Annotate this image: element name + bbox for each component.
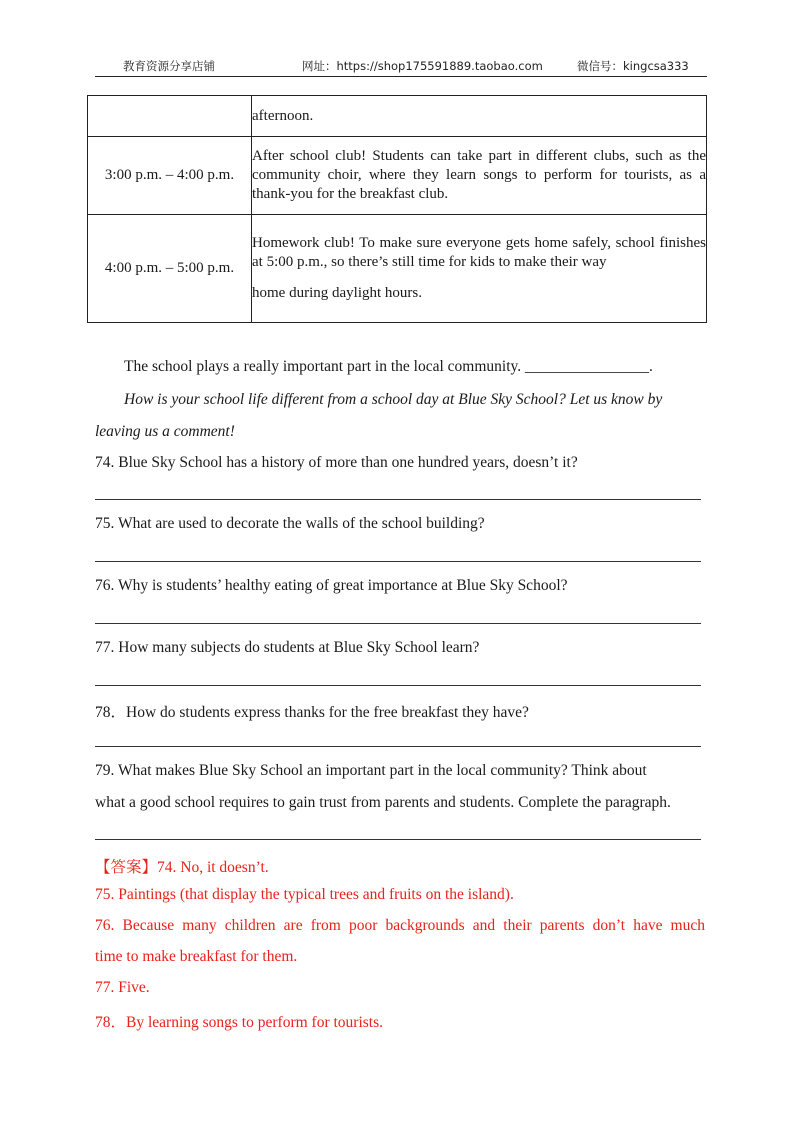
answer-line-78: [95, 746, 701, 747]
answer-line-77: [95, 685, 701, 686]
answer-77: 77. Five.: [95, 979, 150, 996]
description-text: afternoon.: [252, 107, 314, 124]
answer-78: 78．By learning songs to perform for tourists.: [95, 1014, 384, 1031]
description-text: Homework club! To make sure everyone gets home safely, school finishes at 5:00 p.m., so there’s still time for kids to make their way: [252, 235, 706, 270]
answer-75: 75. Paintings (that display the typical trees and fruits on the island).: [95, 886, 514, 903]
table-row: [88, 137, 707, 215]
answer-74: 【答案】74. No, it doesn’t.: [95, 859, 269, 876]
question-76: 76. Why is students’ healthy eating of great importance at Blue Sky School?: [95, 577, 568, 594]
schedule-table: [87, 95, 707, 323]
passage-closing: The school plays a really important part in the local community. ________________.: [124, 358, 653, 375]
table-row: [88, 96, 707, 137]
description-cell: [252, 215, 707, 323]
question-79-line1: 79. What makes Blue Sky School an important part in the local community? Think about: [95, 762, 647, 779]
answer-line-75: [95, 561, 701, 562]
answer-76-line1: 76. Because many children are from poor backgrounds and their parents don’t have much: [95, 917, 705, 934]
question-74: 74. Blue Sky School has a history of more than one hundred years, doesn’t it?: [95, 454, 578, 471]
description-text: After school club! Students can take part in different clubs, such as the community choir, where they learn songs to perform for tourists, as a thank-you for the breakfast club.: [252, 148, 706, 202]
question-78: 78．How do students express thanks for the free breakfast they have?: [95, 704, 529, 721]
description-cell: [252, 137, 707, 215]
passage-prompt-line1: How is your school life different from a school day at Blue Sky School? Let us know by: [124, 391, 663, 408]
table-row: [88, 215, 707, 323]
header-shop-name: 教育资源分享店铺: [123, 59, 215, 73]
header-url: 网址：https://shop175591889.taobao.com: [302, 59, 543, 73]
answer-line-74: [95, 499, 701, 500]
description-cell: [252, 96, 707, 137]
question-79-line2: what a good school requires to gain trust from parents and students. Complete the paragraph.: [95, 794, 671, 811]
passage-prompt-line2: leaving us a comment!: [95, 423, 235, 440]
header-wechat: 微信号：kingcsa333: [577, 59, 689, 73]
answer-line-76: [95, 623, 701, 624]
page-header: [95, 56, 707, 77]
time-cell: 4:00 p.m. – 5:00 p.m.: [88, 215, 252, 323]
question-75: 75. What are used to decorate the walls of the school building?: [95, 515, 485, 532]
time-cell: [88, 96, 252, 137]
question-77: 77. How many subjects do students at Blue Sky School learn?: [95, 639, 480, 656]
answer-line-79: [95, 839, 701, 840]
answer-76-line2: time to make breakfast for them.: [95, 948, 298, 965]
time-cell: 3:00 p.m. – 4:00 p.m.: [88, 137, 252, 215]
description-text: home during daylight hours.: [252, 285, 422, 301]
